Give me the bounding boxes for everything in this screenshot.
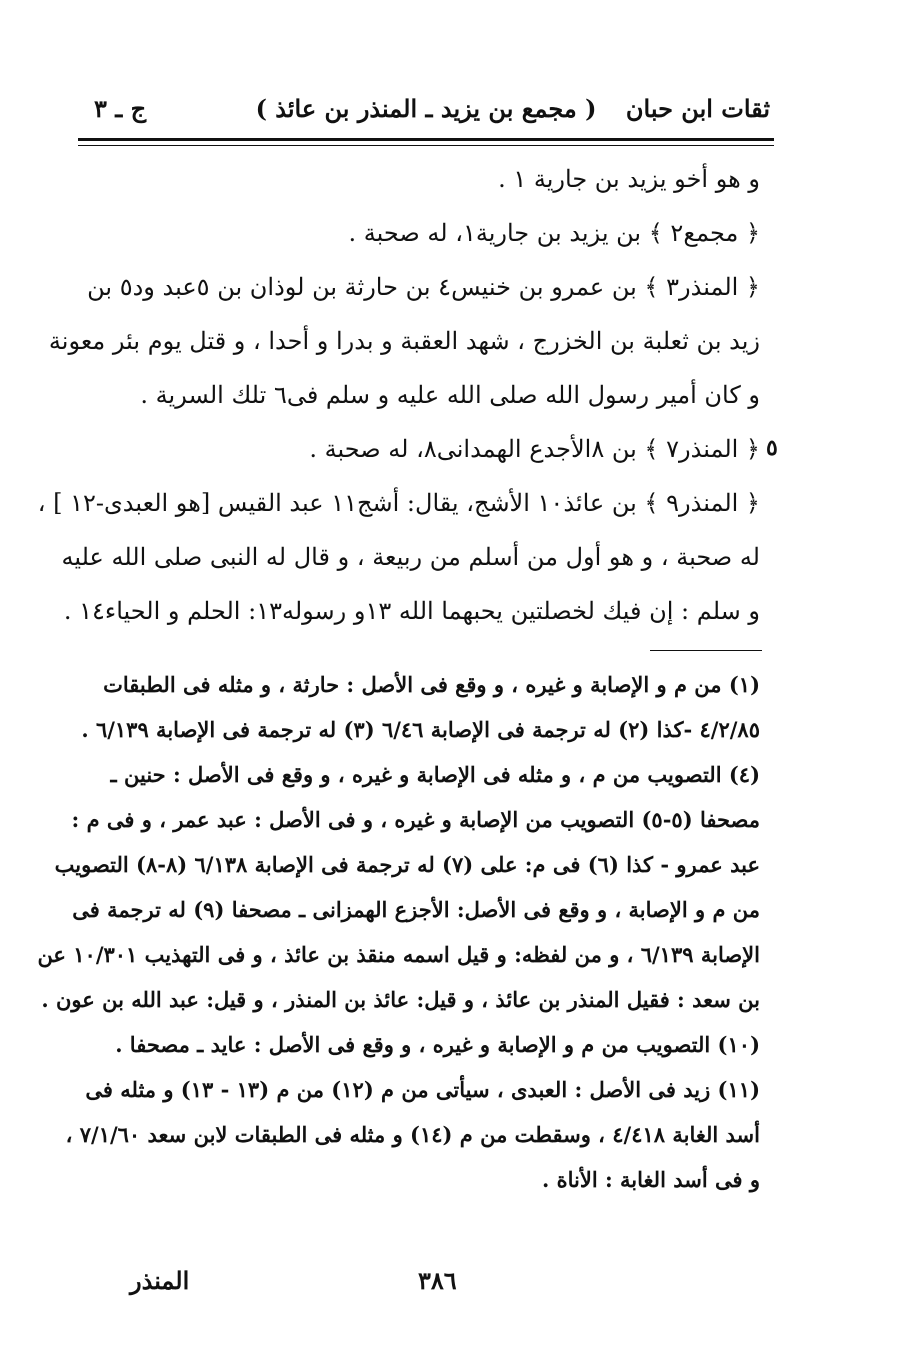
footnote-line: (١) من م و الإصابة و غيره ، و وقع فى الأصل : حارثة ، و مثله فى الطبقات	[103, 672, 760, 697]
footnotes	[37, 662, 760, 1202]
text-line: له صحبة ، و هو أول من أسلم من ربيعة ، و قال له النبى صلى الله عليه	[61, 543, 760, 571]
volume-number: ج ـ ٣	[94, 94, 147, 123]
footnote-line: مصحفا (٥-٥) التصويب من الإصابة و غيره ، و فى الأصل : عبد عمر ، و فى م :	[71, 807, 760, 832]
footnote-line: (١٠) التصويب من م و الإصابة و غيره ، و وقع فى الأصل : عايد ـ مصحفا .	[115, 1032, 760, 1057]
text-line: و كان أمير رسول الله صلى الله عليه و سلم فى٦ تلك السرية .	[140, 381, 760, 409]
footnote-line: (١١) زيد فى الأصل : العبدى ، سيأتى من م (١٢) من م (١٣ - ١٣) و مثله فى	[85, 1077, 760, 1102]
header-rule-thin	[78, 145, 774, 146]
header-rule-thick	[78, 138, 774, 141]
running-header	[78, 86, 774, 136]
text-line: ﴿ المنذر٧ ﴾ بن ٨الأجدع الهمدانى٨، له صحبة .	[309, 435, 760, 463]
footnote-line: و فى أسد الغابة : الأناة .	[542, 1167, 760, 1192]
footnote-line: (٤) التصويب من م ، و مثله فى الإصابة و غيره ، و وقع فى الأصل : حنين ـ	[110, 762, 760, 787]
section-range: ( مجمع بن يزيد ـ المنذر بن عائذ )	[255, 94, 597, 123]
text-line: ﴿ المنذر٩ ﴾ بن عائذ١٠ الأشج، يقال: أشج١١ عبد القيس [هو العبدى-١٢ ] ،	[37, 489, 760, 517]
page-footer	[78, 1262, 774, 1302]
text-line: و هو أخو يزيد بن جارية ١ .	[498, 165, 760, 193]
footnote-line: أسد الغابة ٤/٤١٨ ، وسقطت من م (١٤) و مثله فى الطبقات لابن سعد ٧/١/٦٠ ،	[65, 1122, 760, 1147]
footnote-line: ٤/٢/٨٥ -كذا (٢) له ترجمة فى الإصابة ٦/٤٦ (٣) له ترجمة فى الإصابة ٦/١٣٩ .	[81, 717, 760, 742]
footnote-rule	[650, 650, 762, 651]
text-line: ﴿ مجمع٢ ﴾ بن يزيد بن جارية١، له صحبة .	[348, 219, 760, 247]
footnote-line: من م و الإصابة ، و وقع فى الأصل: الأجزع الهمزانى ـ مصحفا (٩) له ترجمة فى	[72, 897, 760, 922]
footnote-line: بن سعد : فقيل المنذر بن عائذ ، و قيل: عائذ بن المنذر ، و قيل: عبد الله بن عون .	[41, 987, 760, 1012]
text-line: زيد بن ثعلبة بن الخزرج ، شهد العقبة و بدرا و أحدا ، و قتل يوم بئر معونة	[48, 327, 760, 355]
line-number-marker: ٥	[766, 435, 778, 461]
footnote-line: الإصابة ٦/١٣٩ ، و من لفظه: و قيل اسمه منقذ بن عائذ ، و فى التهذيب ١٠/٣٠١ عن	[37, 942, 760, 967]
text-line: و سلم : إن فيك لخصلتين يحبهما الله ١٣و رسوله١٣: الحلم و الحياء١٤ .	[63, 597, 760, 625]
footnote-line: عبد عمرو - كذا (٦) فى م: على (٧) له ترجمة فى الإصابة ٦/١٣٨ (٨-٨) التصويب	[54, 852, 760, 877]
main-text	[37, 152, 760, 638]
book-title: ثقات ابن حبان	[625, 94, 770, 123]
text-line: ﴿ المنذر٣ ﴾ بن عمرو بن خنيس٤ بن حارثة بن لوذان بن ٥عبد ود٥ بن	[87, 273, 760, 301]
catchword: المنذر	[130, 1266, 190, 1295]
page-number: ٣٨٦	[418, 1266, 457, 1295]
